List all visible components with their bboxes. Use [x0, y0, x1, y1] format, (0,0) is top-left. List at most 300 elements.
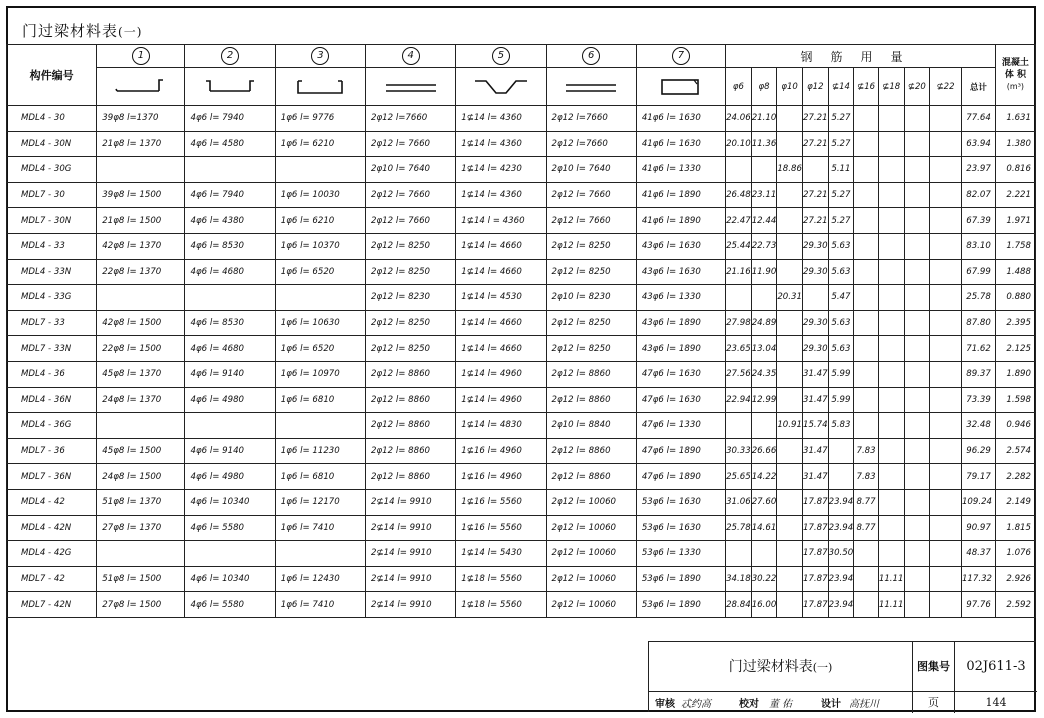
page-number: 144 — [985, 696, 1007, 709]
rebar-weight-cell — [904, 157, 930, 183]
rebar-weight-cell: 28.84 — [726, 592, 752, 618]
item-6-cell: 2φ12 l= 7660 — [546, 182, 636, 208]
item-4-cell: 2φ12 l= 8250 — [366, 259, 456, 285]
item-2-cell: 4φ6 l= 5580 — [185, 592, 275, 618]
item-1-cell: 22φ8 l= 1370 — [97, 259, 185, 285]
rebar-weight-cell: 5.63 — [828, 336, 854, 362]
item-3-cell: 1φ6 l= 12170 — [275, 489, 365, 515]
rebar-weight-cell: 27.21 — [802, 208, 828, 234]
item-7-cell: 41φ6 l= 1330 — [636, 157, 725, 183]
hook-bar-icon — [97, 68, 185, 106]
item-4-cell: 2φ12 l= 8860 — [366, 387, 456, 413]
item-7-cell: 41φ6 l= 1890 — [636, 182, 725, 208]
rebar-weight-cell: 8.77 — [854, 489, 879, 515]
volume-cell: 1.598 — [995, 387, 1035, 413]
rebar-weight-cell: 5.27 — [828, 182, 854, 208]
rebar-weight-cell: 5.27 — [828, 106, 854, 132]
member-id-cell: MDL7 - 36 — [7, 438, 97, 464]
rebar-weight-cell — [828, 464, 854, 490]
rebar-weight-cell — [930, 182, 962, 208]
item-1-cell — [97, 157, 185, 183]
rebar-weight-cell — [777, 182, 803, 208]
item-5-cell: 1⊈14 l= 4360 — [456, 182, 546, 208]
item-1-cell — [97, 285, 185, 311]
item-3-cell: 1φ6 l= 6810 — [275, 387, 365, 413]
item-4-cell: 2φ12 l= 8860 — [366, 361, 456, 387]
member-id-cell: MDL4 - 33G — [7, 285, 97, 311]
total-cell: 97.76 — [961, 592, 995, 618]
volume-cell: 2.926 — [995, 566, 1035, 592]
total-cell: 96.29 — [961, 438, 995, 464]
table-row — [7, 208, 1036, 234]
rebar-weight-cell: 5.99 — [828, 387, 854, 413]
item-7-header: 7 — [636, 45, 725, 68]
rebar-weight-cell — [930, 157, 962, 183]
dia-phi10-header: φ10 — [777, 68, 803, 106]
item-4-cell: 2⊈14 l= 9910 — [366, 566, 456, 592]
item-1-cell — [97, 541, 185, 567]
rebar-weight-cell: 16.00 — [751, 592, 777, 618]
item-6-cell: 2φ12 l= 8860 — [546, 387, 636, 413]
concrete-volume-header: 混凝土 体 积 (m³) — [995, 45, 1035, 106]
item-5-cell: 1⊈14 l= 4230 — [456, 157, 546, 183]
item-2-cell: 4φ6 l= 9140 — [185, 361, 275, 387]
item-1-cell: 42φ8 l= 1370 — [97, 233, 185, 259]
item-6-cell: 2φ12 l= 8250 — [546, 259, 636, 285]
item-3-cell — [275, 285, 365, 311]
rebar-weight-cell — [777, 592, 803, 618]
rebar-weight-cell — [878, 387, 904, 413]
item-2-cell: 4φ6 l= 9140 — [185, 438, 275, 464]
rebar-weight-cell: 23.11 — [751, 182, 777, 208]
item-2-cell: 4φ6 l= 8530 — [185, 310, 275, 336]
item-2-cell: 4φ6 l= 4380 — [185, 208, 275, 234]
rebar-weight-cell — [878, 182, 904, 208]
total-cell: 67.39 — [961, 208, 995, 234]
rebar-weight-cell — [777, 361, 803, 387]
table-row — [7, 566, 1036, 592]
rebar-weight-cell — [777, 208, 803, 234]
rebar-weight-cell — [726, 285, 752, 311]
item-6-cell: 2φ12 l=7660 — [546, 106, 636, 132]
rebar-weight-cell — [930, 566, 962, 592]
rebar-weight-cell: 17.87 — [802, 515, 828, 541]
member-id-cell: MDL7 - 30 — [7, 182, 97, 208]
item-5-cell: 1⊈14 l= 4960 — [456, 387, 546, 413]
dia-phi6-header: φ6 — [726, 68, 752, 106]
rebar-weight-cell: 5.27 — [828, 131, 854, 157]
rebar-weight-cell — [777, 106, 803, 132]
item-5-cell: 1⊈14 l= 5430 — [456, 541, 546, 567]
item-3-cell: 1φ6 l= 10030 — [275, 182, 365, 208]
table-body — [7, 106, 1036, 618]
dia-14-header: ⊈14 — [828, 68, 854, 106]
rebar-weight-cell — [854, 182, 879, 208]
item-4-cell: 2φ12 l= 7660 — [366, 208, 456, 234]
rebar-weight-cell — [904, 464, 930, 490]
item-6-cell: 2φ12 l=7660 — [546, 131, 636, 157]
member-id-cell: MDL4 - 36 — [7, 361, 97, 387]
rebar-weight-cell: 27.21 — [802, 106, 828, 132]
rebar-weight-cell: 15.74 — [802, 413, 828, 439]
member-id-cell: MDL7 - 36N — [7, 464, 97, 490]
rebar-weight-cell: 20.31 — [777, 285, 803, 311]
rebar-weight-cell: 24.35 — [751, 361, 777, 387]
item-7-cell: 41φ6 l= 1630 — [636, 106, 725, 132]
total-cell: 77.64 — [961, 106, 995, 132]
total-header: 总计 — [961, 68, 995, 106]
dia-18-header: ⊈18 — [878, 68, 904, 106]
total-cell: 67.99 — [961, 259, 995, 285]
item-3-cell: 1φ6 l= 6210 — [275, 131, 365, 157]
total-cell: 32.48 — [961, 413, 995, 439]
item-4-cell: 2⊈14 l= 9910 — [366, 541, 456, 567]
rebar-weight-cell: 5.63 — [828, 233, 854, 259]
item-4-cell: 2φ12 l= 8250 — [366, 336, 456, 362]
rebar-weight-cell — [854, 106, 879, 132]
rebar-weight-cell: 24.89 — [751, 310, 777, 336]
rebar-weight-cell: 22.47 — [726, 208, 752, 234]
item-5-cell: 1⊈18 l= 5560 — [456, 592, 546, 618]
volume-cell: 2.395 — [995, 310, 1035, 336]
rebar-weight-cell — [878, 310, 904, 336]
item-7-cell: 53φ6 l= 1890 — [636, 592, 725, 618]
rebar-weight-cell — [726, 541, 752, 567]
item-4-header: 4 — [366, 45, 456, 68]
bent-up-bar-icon — [456, 68, 546, 106]
total-cell: 89.37 — [961, 361, 995, 387]
item-3-cell: 1φ6 l= 10630 — [275, 310, 365, 336]
item-3-cell: 1φ6 l= 11230 — [275, 438, 365, 464]
rebar-weight-cell: 31.47 — [802, 361, 828, 387]
total-cell: 109.24 — [961, 489, 995, 515]
item-1-cell: 22φ8 l= 1500 — [97, 336, 185, 362]
title-block — [648, 641, 1036, 712]
dia-phi8-header: φ8 — [751, 68, 777, 106]
rebar-weight-cell — [904, 208, 930, 234]
item-6-cell: 2φ12 l= 7660 — [546, 208, 636, 234]
rebar-weight-cell: 7.83 — [854, 464, 879, 490]
item-7-cell: 47φ6 l= 1890 — [636, 464, 725, 490]
rebar-weight-cell — [904, 131, 930, 157]
item-5-cell: 1⊈16 l= 5560 — [456, 489, 546, 515]
dia-20-header: ⊈20 — [904, 68, 930, 106]
table-row — [7, 285, 1036, 311]
rebar-weight-cell — [854, 259, 879, 285]
item-5-cell: 1⊈14 l= 4530 — [456, 285, 546, 311]
rebar-weight-cell — [904, 413, 930, 439]
rebar-weight-cell: 17.87 — [802, 592, 828, 618]
item-7-cell: 53φ6 l= 1630 — [636, 489, 725, 515]
item-2-cell: 4φ6 l= 8530 — [185, 233, 275, 259]
review-label: 审核 — [655, 699, 675, 710]
item-1-cell: 24φ8 l= 1370 — [97, 387, 185, 413]
rebar-weight-cell: 7.83 — [854, 438, 879, 464]
rebar-weight-cell — [904, 515, 930, 541]
item-3-cell: 1φ6 l= 12430 — [275, 566, 365, 592]
item-4-cell: 2φ12 l= 8860 — [366, 464, 456, 490]
rebar-weight-cell: 31.06 — [726, 489, 752, 515]
rebar-weight-cell — [930, 310, 962, 336]
rebar-weight-cell: 23.65 — [726, 336, 752, 362]
member-id-cell: MDL4 - 33 — [7, 233, 97, 259]
item-2-cell — [185, 285, 275, 311]
rebar-weight-cell — [854, 566, 879, 592]
rebar-weight-cell — [930, 259, 962, 285]
rebar-weight-cell — [878, 106, 904, 132]
item-1-cell: 27φ8 l= 1370 — [97, 515, 185, 541]
volume-cell: 1.890 — [995, 361, 1035, 387]
rebar-weight-cell: 23.94 — [828, 489, 854, 515]
rebar-weight-cell — [904, 336, 930, 362]
item-6-cell: 2φ12 l= 8250 — [546, 310, 636, 336]
rebar-usage-header: 钢筋用量 — [726, 45, 996, 68]
member-id-cell: MDL7 - 30N — [7, 208, 97, 234]
total-cell: 117.32 — [961, 566, 995, 592]
rebar-weight-cell — [878, 336, 904, 362]
item-1-cell: 42φ8 l= 1500 — [97, 310, 185, 336]
rebar-weight-cell — [751, 541, 777, 567]
member-id-cell: MDL4 - 36N — [7, 387, 97, 413]
rebar-weight-cell — [878, 464, 904, 490]
table-row — [7, 233, 1036, 259]
item-6-cell: 2φ12 l= 10060 — [546, 541, 636, 567]
rebar-weight-cell — [854, 361, 879, 387]
item-2-cell: 4φ6 l= 5580 — [185, 515, 275, 541]
rebar-weight-cell — [904, 182, 930, 208]
item-4-cell: 2φ12 l= 8860 — [366, 438, 456, 464]
volume-cell: 2.149 — [995, 489, 1035, 515]
item-3-cell — [275, 541, 365, 567]
rebar-weight-cell — [904, 592, 930, 618]
volume-cell: 1.631 — [995, 106, 1035, 132]
rebar-weight-cell: 5.63 — [828, 310, 854, 336]
item-2-cell: 4φ6 l= 7940 — [185, 182, 275, 208]
item-3-cell: 1φ6 l= 7410 — [275, 515, 365, 541]
rebar-weight-cell — [777, 387, 803, 413]
double-hook-bar-icon — [185, 68, 275, 106]
rebar-weight-cell: 34.18 — [726, 566, 752, 592]
rebar-weight-cell — [904, 387, 930, 413]
table-row — [7, 106, 1036, 132]
item-6-cell: 2φ10 l= 8840 — [546, 413, 636, 439]
total-cell: 79.17 — [961, 464, 995, 490]
rebar-weight-cell — [854, 413, 879, 439]
rebar-weight-cell — [777, 233, 803, 259]
rebar-weight-cell — [777, 464, 803, 490]
item-5-cell: 1⊈14 l= 4360 — [456, 106, 546, 132]
rebar-weight-cell — [751, 285, 777, 311]
item-5-cell: 1⊈14 l= 4360 — [456, 131, 546, 157]
item-6-cell: 2φ12 l= 8250 — [546, 233, 636, 259]
rebar-weight-cell — [904, 541, 930, 567]
item-4-cell: 2φ12 l= 8230 — [366, 285, 456, 311]
item-4-cell: 2φ12 l= 8250 — [366, 310, 456, 336]
rebar-weight-cell — [777, 541, 803, 567]
rebar-weight-cell — [854, 285, 879, 311]
item-7-cell: 43φ6 l= 1890 — [636, 336, 725, 362]
volume-cell: 1.758 — [995, 233, 1035, 259]
dia-16-header: ⊈16 — [854, 68, 879, 106]
rebar-weight-cell: 25.78 — [726, 515, 752, 541]
rebar-weight-cell — [904, 361, 930, 387]
member-id-cell: MDL4 - 42 — [7, 489, 97, 515]
rebar-weight-cell: 10.91 — [777, 413, 803, 439]
total-cell: 48.37 — [961, 541, 995, 567]
rebar-weight-cell — [854, 541, 879, 567]
rebar-weight-cell — [726, 413, 752, 439]
item-6-cell: 2φ12 l= 10060 — [546, 489, 636, 515]
item-2-cell: 4φ6 l= 4980 — [185, 464, 275, 490]
rebar-weight-cell — [930, 387, 962, 413]
item-2-cell: 4φ6 l= 4580 — [185, 131, 275, 157]
rebar-weight-cell: 29.30 — [802, 259, 828, 285]
rebar-weight-cell: 5.11 — [828, 157, 854, 183]
rebar-weight-cell: 25.44 — [726, 233, 752, 259]
item-6-cell: 2φ10 l= 8230 — [546, 285, 636, 311]
table-row — [7, 336, 1036, 362]
rebar-weight-cell — [777, 310, 803, 336]
item-2-cell — [185, 157, 275, 183]
rebar-weight-cell — [854, 387, 879, 413]
member-id-cell: MDL4 - 30G — [7, 157, 97, 183]
item-2-cell: 4φ6 l= 10340 — [185, 489, 275, 515]
rebar-weight-cell — [878, 438, 904, 464]
table-row — [7, 464, 1036, 490]
rebar-weight-cell — [777, 489, 803, 515]
item-5-cell: 1⊈14 l= 4830 — [456, 413, 546, 439]
item-7-cell: 43φ6 l= 1330 — [636, 285, 725, 311]
rebar-weight-cell — [930, 413, 962, 439]
member-no-header: 构件编号 — [7, 45, 97, 106]
rebar-weight-cell — [878, 413, 904, 439]
table-row — [7, 361, 1036, 387]
item-6-cell: 2φ10 l= 7640 — [546, 157, 636, 183]
item-3-cell: 1φ6 l= 6210 — [275, 208, 365, 234]
item-1-cell: 45φ8 l= 1370 — [97, 361, 185, 387]
volume-cell: 1.815 — [995, 515, 1035, 541]
item-4-cell: 2φ12 l=7660 — [366, 106, 456, 132]
item-4-cell: 2φ10 l= 7640 — [366, 157, 456, 183]
item-2-header: 2 — [185, 45, 275, 68]
rebar-weight-cell — [878, 259, 904, 285]
page-title-sub: (一) — [118, 25, 143, 39]
item-3-cell: 1φ6 l= 7410 — [275, 592, 365, 618]
rebar-weight-cell: 27.21 — [802, 182, 828, 208]
rebar-weight-cell — [904, 233, 930, 259]
item-5-cell: 1⊈18 l= 5560 — [456, 566, 546, 592]
straight-bar-icon — [546, 68, 636, 106]
rebar-weight-cell — [854, 131, 879, 157]
item-6-cell: 2φ12 l= 8250 — [546, 336, 636, 362]
rebar-weight-cell: 31.47 — [802, 464, 828, 490]
item-6-cell: 2φ12 l= 10060 — [546, 515, 636, 541]
total-cell: 83.10 — [961, 233, 995, 259]
rebar-weight-cell — [904, 285, 930, 311]
rebar-weight-cell — [878, 515, 904, 541]
rebar-weight-cell: 17.87 — [802, 489, 828, 515]
rebar-weight-cell: 27.60 — [751, 489, 777, 515]
rebar-weight-cell: 23.94 — [828, 566, 854, 592]
item-1-cell — [97, 413, 185, 439]
item-6-cell: 2φ12 l= 8860 — [546, 361, 636, 387]
item-1-cell: 51φ8 l= 1370 — [97, 489, 185, 515]
rebar-weight-cell — [930, 489, 962, 515]
rebar-weight-cell — [878, 361, 904, 387]
item-1-header: 1 — [97, 45, 185, 68]
item-3-cell: 1φ6 l= 9776 — [275, 106, 365, 132]
item-3-cell — [275, 157, 365, 183]
rebar-weight-cell — [777, 566, 803, 592]
rebar-weight-cell — [878, 285, 904, 311]
rebar-weight-cell — [777, 336, 803, 362]
member-id-cell: MDL4 - 30N — [7, 131, 97, 157]
rebar-weight-cell: 23.94 — [828, 515, 854, 541]
item-4-cell: 2⊈14 l= 9910 — [366, 489, 456, 515]
rebar-weight-cell — [878, 157, 904, 183]
rebar-weight-cell — [777, 515, 803, 541]
rebar-weight-cell — [930, 208, 962, 234]
table-row — [7, 182, 1036, 208]
dia-phi12-header: φ12 — [802, 68, 828, 106]
rebar-weight-cell: 11.11 — [878, 592, 904, 618]
rebar-weight-cell: 12.44 — [751, 208, 777, 234]
item-7-cell: 53φ6 l= 1890 — [636, 566, 725, 592]
item-5-cell: 1⊈16 l= 4960 — [456, 438, 546, 464]
item-6-header: 6 — [546, 45, 636, 68]
check-signature: 董 佑 — [769, 699, 793, 710]
atlas-number: 02J611-3 — [955, 642, 1037, 692]
check-label: 校对 — [739, 699, 759, 710]
rebar-weight-cell — [930, 515, 962, 541]
table-row — [7, 515, 1036, 541]
member-id-cell: MDL4 - 42N — [7, 515, 97, 541]
page-label: 页 — [913, 692, 955, 713]
rebar-weight-cell: 30.33 — [726, 438, 752, 464]
item-6-cell: 2φ12 l= 10060 — [546, 592, 636, 618]
rebar-weight-cell — [878, 489, 904, 515]
rebar-weight-cell — [930, 336, 962, 362]
item-7-cell: 47φ6 l= 1630 — [636, 361, 725, 387]
item-4-cell: 2⊈14 l= 9910 — [366, 515, 456, 541]
rebar-weight-cell — [726, 157, 752, 183]
rebar-weight-cell: 14.61 — [751, 515, 777, 541]
table-row — [7, 131, 1036, 157]
item-4-cell: 2φ12 l= 8860 — [366, 413, 456, 439]
member-id-cell: MDL4 - 33N — [7, 259, 97, 285]
item-5-cell: 1⊈14 l= 4960 — [456, 361, 546, 387]
rebar-weight-cell: 11.36 — [751, 131, 777, 157]
total-cell: 90.97 — [961, 515, 995, 541]
rebar-weight-cell — [854, 592, 879, 618]
item-3-cell — [275, 413, 365, 439]
member-id-cell: MDL4 - 30 — [7, 106, 97, 132]
rebar-weight-cell: 26.66 — [751, 438, 777, 464]
item-3-cell: 1φ6 l= 10970 — [275, 361, 365, 387]
item-2-cell: 4φ6 l= 10340 — [185, 566, 275, 592]
item-5-cell: 1⊈14 l= 4660 — [456, 233, 546, 259]
rebar-weight-cell: 12.99 — [751, 387, 777, 413]
member-id-cell: MDL7 - 42N — [7, 592, 97, 618]
item-4-cell: 2φ12 l= 8250 — [366, 233, 456, 259]
item-7-cell: 41φ6 l= 1630 — [636, 131, 725, 157]
item-7-cell: 53φ6 l= 1330 — [636, 541, 725, 567]
rebar-weight-cell — [930, 464, 962, 490]
member-id-cell: MDL4 - 42G — [7, 541, 97, 567]
rebar-weight-cell: 29.30 — [802, 336, 828, 362]
item-3-cell: 1φ6 l= 6520 — [275, 336, 365, 362]
rebar-weight-cell: 14.22 — [751, 464, 777, 490]
